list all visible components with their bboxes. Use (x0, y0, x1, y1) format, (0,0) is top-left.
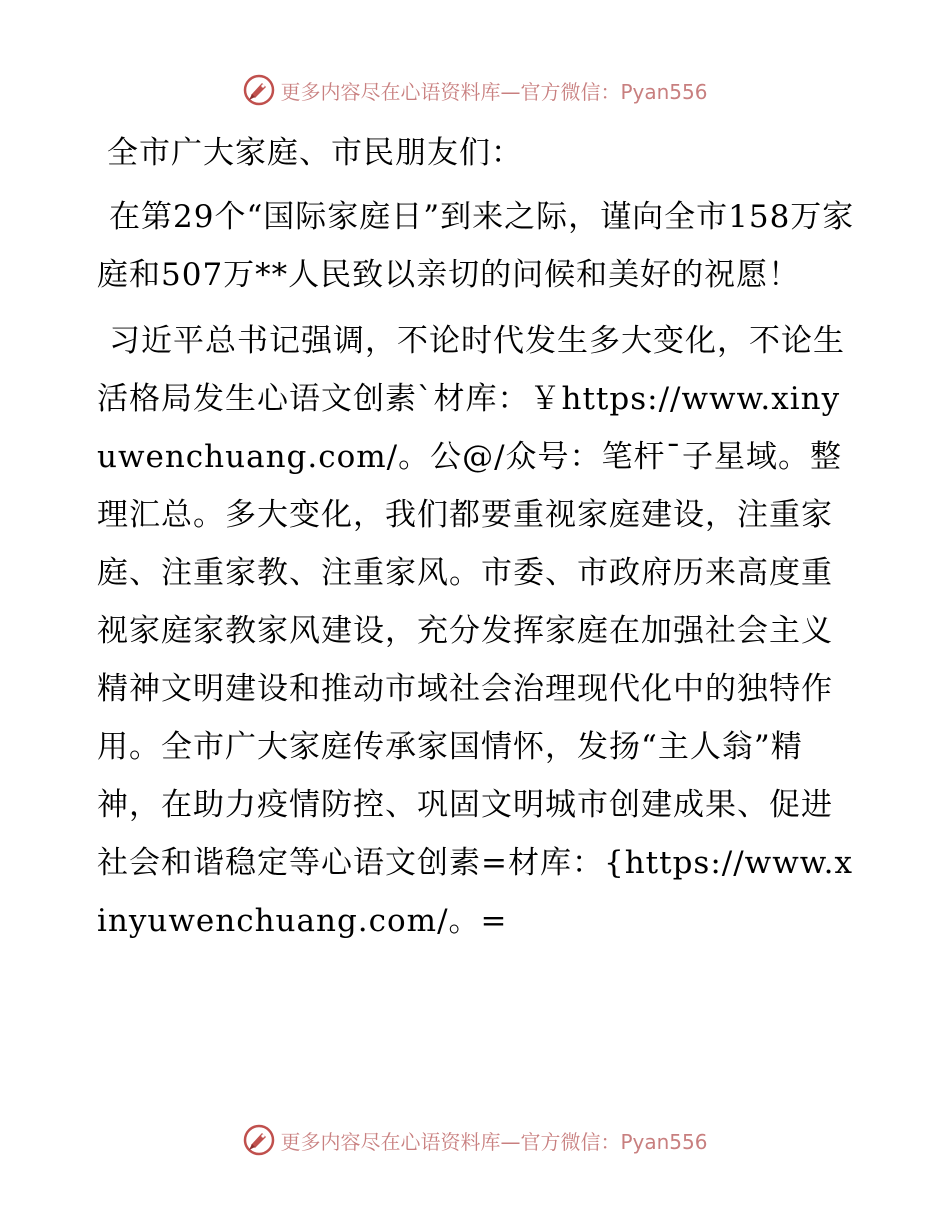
pen-nib-logo-icon (242, 1123, 276, 1157)
watermark-text: 更多内容尽在心语资料库—官方微信：Pyan556 (280, 1129, 708, 1154)
document-body (97, 124, 857, 950)
header-watermark (0, 70, 950, 110)
paragraph-greeting: 在第29个“国际家庭日”到来之际，谨向全市158万家庭和507万**人民致以亲切的问候和美好的祝愿！ (97, 199, 855, 293)
salutation: 全市广大家庭、市民朋友们： (107, 135, 523, 171)
paragraph-main: 习近平总书记强调，不论时代发生多大变化，不论生活格局发生心语文创素`材库：￥https://www.xinyuwenchuang.com/。公@/众号：笔杆¯子星域。整理汇总。多大变化，我们都要重视家庭建设，注重家庭、注重家教、注重家风。市委、市政府历来高度重视家庭家教家风建设，充分发挥家庭在加强社会主义精神文明建设和推动市域社会治理现代化中的独特作用。全市广大家庭传承家国情怀，发扬“主人翁”精神，在助力疫情防控、巩固文明城市创建成果、促进社会和谐稳定等心语文创素=材库：{https://www.xinyuwenchuang.com/。= (97, 323, 853, 939)
watermark-text: 更多内容尽在心语资料库—官方微信：Pyan556 (280, 79, 708, 104)
footer-watermark (0, 1120, 950, 1160)
pen-nib-logo-icon (242, 73, 276, 107)
